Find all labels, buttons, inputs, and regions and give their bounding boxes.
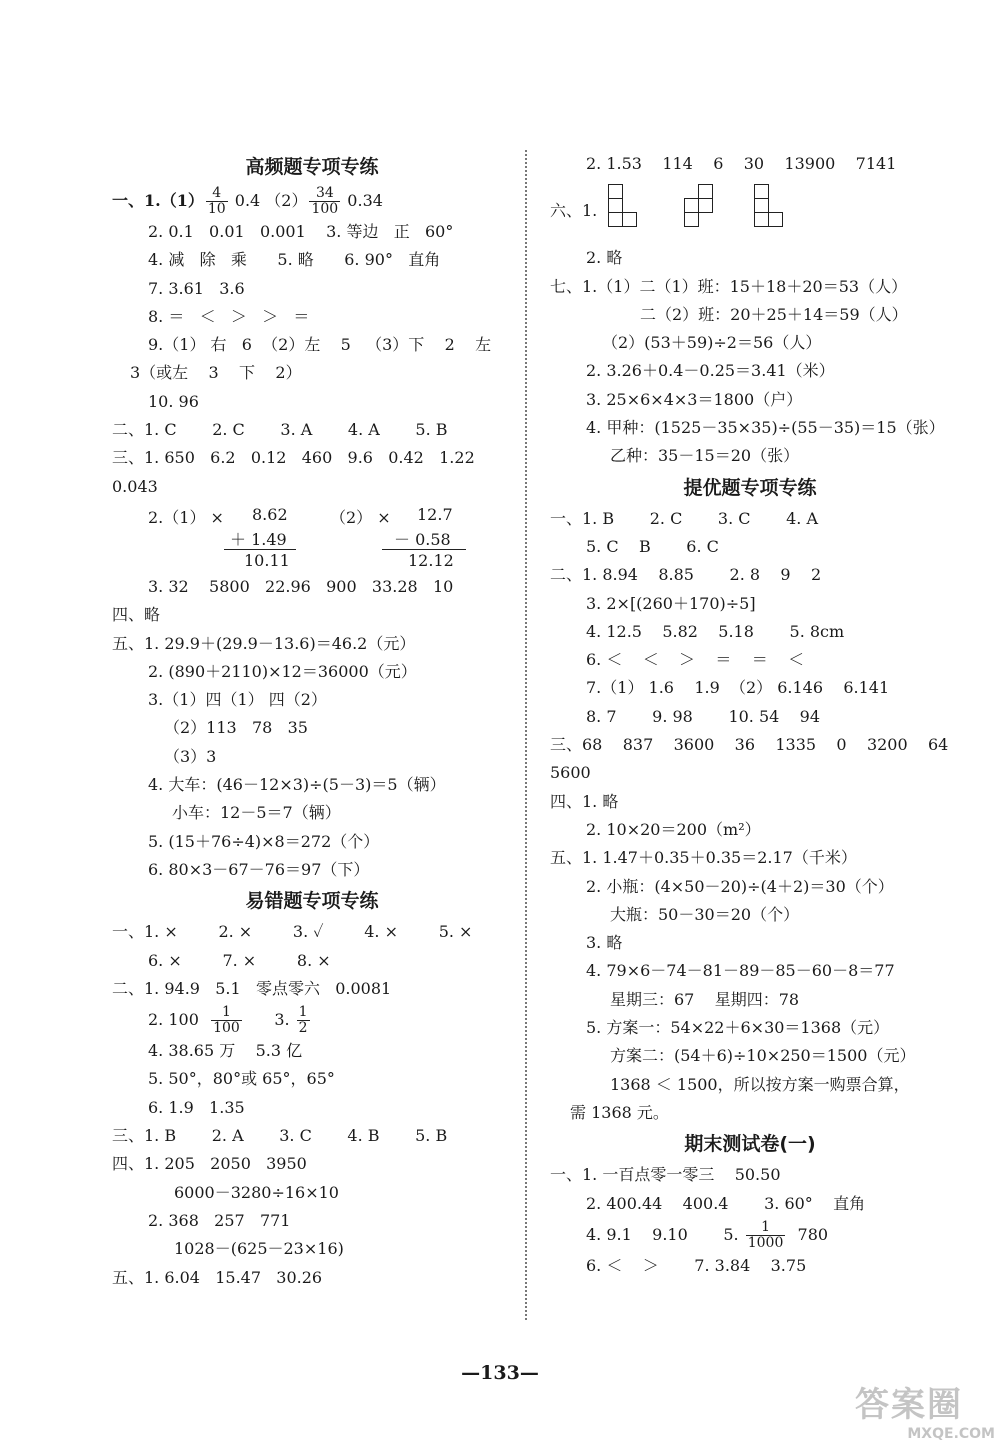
answer-text: 一、1.（1） — [112, 191, 204, 210]
square-cell — [698, 198, 713, 213]
answer-line: 五、1. 29.9＋(29.9－13.6)＝46.2（元） — [112, 633, 416, 653]
answer-line: 6. ＜ ＜ ＞ ＝ ＝ ＜ — [586, 650, 805, 670]
fraction-denominator: 1000 — [747, 1234, 784, 1251]
answer-line: 2. 3.26＋0.4－0.25＝3.41（米） — [586, 361, 835, 381]
section-title-final-exam: 期末测试卷(一) — [684, 1133, 816, 1156]
answer-line: 需 1368 元。 — [570, 1102, 669, 1122]
answer-line: （3）3 — [164, 746, 217, 766]
calc-rule — [382, 549, 466, 550]
answer-line: 6000－3280÷16×10 — [174, 1182, 339, 1202]
right-column — [550, 150, 950, 1280]
answer-line: 2. 1.53 114 6 30 13900 7141 — [586, 154, 897, 173]
answer-line: 四、略 — [112, 605, 161, 625]
watermark-url: MXQE.COM — [907, 1426, 995, 1442]
answer-line: 8. 7 9. 98 10. 54 94 — [586, 706, 821, 726]
calc-result: 10.11 — [244, 550, 290, 570]
section-title-high-frequency: 高频题专项专练 — [245, 156, 379, 178]
square-cell — [768, 212, 783, 227]
page-number: —133— — [461, 1362, 539, 1384]
answer-line: 3.（1）四（1） 四（2） — [148, 690, 327, 710]
answer-line: 2. 10×20＝200（m²） — [586, 819, 761, 839]
calc-operand: 12.7 — [417, 504, 453, 524]
fraction — [206, 186, 228, 217]
answer-line: 6. 80×3－67－76＝97（下） — [148, 859, 370, 879]
section-title-error-prone: 易错题专项专练 — [245, 890, 379, 913]
answer-line: 二、1. 94.9 5.1 零点零六 0.0081 — [112, 978, 392, 998]
calc-operand: － 0.58 — [394, 529, 451, 549]
square-cell — [754, 198, 769, 213]
answer-line: 4. 38.65 万 5.3 亿 — [148, 1041, 303, 1061]
answer-line: 二、1. C 2. C 3. A 4. A 5. B — [112, 420, 448, 440]
answer-line: 3. 2×[(260＋170)÷5] — [586, 593, 756, 613]
fraction-denominator: 100 — [311, 201, 339, 217]
calc-result: 12.12 — [408, 550, 454, 570]
shape-drawings — [550, 178, 950, 244]
fraction — [297, 1005, 310, 1036]
answer-line: 二（2）班：20＋25＋14＝59（人） — [640, 304, 908, 324]
square-cell — [684, 198, 699, 213]
answer-line — [148, 1003, 548, 1037]
answer-line: 小车：12－5＝7（辆） — [172, 803, 341, 823]
answer-line: 0.043 — [112, 476, 158, 496]
answer-line: 四、1. 205 2050 3950 — [112, 1154, 307, 1174]
fraction-denominator: 100 — [213, 1020, 240, 1037]
square-cell — [608, 198, 623, 213]
fraction — [746, 1220, 786, 1251]
answer-line: 3. 25×6×4×3＝1800（户） — [586, 389, 803, 409]
answer-line: 一、1. 一百点零一零三 50.50 — [550, 1165, 781, 1185]
answer-text: 4. 9.1 9.10 5. — [586, 1224, 744, 1244]
answer-line: （2）(53＋59)÷2＝56（人） — [602, 333, 822, 353]
answer-line: 5600 — [550, 763, 591, 783]
watermark-text: 答案圈 — [855, 1385, 963, 1425]
answer-line: 5. (15＋76÷4)×8＝272（个） — [148, 831, 380, 851]
answer-text: 0.4 （2） — [229, 191, 308, 210]
calc-label: 2.（1） × — [148, 507, 224, 527]
answer-line: 三、68 837 3600 36 1335 0 3200 64 — [550, 735, 949, 755]
square-cell — [622, 212, 637, 227]
answer-line: 五、1. 6.04 15.47 30.26 — [112, 1267, 323, 1287]
answer-line: 二、1. 8.94 8.85 2. 8 9 2 — [550, 565, 822, 585]
answer-line: 3（或左 3 下 2） — [130, 363, 302, 383]
vertical-calculation — [112, 501, 512, 573]
fraction-denominator: 2 — [298, 1020, 308, 1037]
fraction-numerator: 1 — [211, 1005, 242, 1021]
answer-line: 5. 方案一：54×22＋6×30＝1368（元） — [586, 1018, 890, 1038]
answer-line: 4. 12.5 5.82 5.18 5. 8cm — [586, 621, 845, 641]
answer-line: 5. 50°，80°或 65°，65° — [148, 1069, 335, 1089]
answer-line: 2. 368 257 771 — [148, 1210, 291, 1230]
column-divider — [525, 150, 527, 1320]
answer-line: 大瓶：50－30＝20（个） — [610, 904, 800, 924]
answer-line: （2）113 78 35 — [164, 718, 308, 738]
answer-line: 四、1. 略 — [550, 791, 619, 811]
fraction — [211, 1005, 242, 1036]
square-cell — [684, 212, 699, 227]
answer-line: 4. 大车：(46－12×3)÷(5－3)＝5（辆） — [148, 775, 446, 795]
answer-line: 星期三：67 星期四：78 — [610, 989, 800, 1009]
answer-line: 10. 96 — [148, 391, 199, 411]
answer-text: 0.34 — [342, 191, 383, 210]
answer-line: 7. 3.61 3.6 — [148, 278, 245, 298]
answer-line: 1028－(625－23×16) — [174, 1239, 344, 1259]
answer-line: 6. × 7. × 8. × — [148, 950, 331, 970]
answer-line: 1368 ＜ 1500，所以按方案一购票合算， — [610, 1074, 910, 1094]
square-cell — [608, 212, 623, 227]
answer-line: 9.（1） 右 6 （2）左 5 （3）下 2 左 — [148, 335, 492, 355]
calc-rule — [224, 549, 296, 550]
fraction-denominator: 10 — [207, 201, 226, 217]
fraction — [309, 186, 340, 217]
answer-line: 3. 32 5800 22.96 900 33.28 10 — [148, 576, 454, 596]
answer-line: 4. 甲种：(1525－35×35)÷(55－35)＝15（张） — [586, 418, 945, 438]
answer-line: 4. 79×6－74－81－89－85－60－8＝77 — [586, 961, 895, 981]
answer-line: 一、1. × 2. × 3. ✓ 4. × 5. × — [112, 922, 473, 942]
square-cell — [698, 184, 713, 199]
answer-text: 2. 100 — [148, 1010, 210, 1030]
answer-line: 4. 减 除 乘 5. 略 6. 90° 直角 — [148, 250, 441, 270]
fraction-numerator: 4 — [206, 186, 228, 202]
answer-line: 2. 小瓶：(4×50－20)÷(4＋2)＝30（个） — [586, 876, 894, 896]
answer-line: 5. C B 6. C — [586, 536, 719, 556]
answer-line: 2. 0.1 0.01 0.001 3. 等边 正 60° — [148, 222, 454, 241]
answer-line: 三、1. 650 6.2 0.12 460 9.6 0.42 1.22 — [112, 448, 475, 468]
square-cell — [754, 212, 769, 227]
answer-line: 8. ＝ ＜ ＞ ＞ ＝ — [148, 306, 310, 326]
section-title-advanced: 提优题专项专练 — [683, 476, 817, 499]
answer-line: 7.（1） 1.6 1.9 （2） 6.146 6.141 — [586, 678, 890, 698]
answer-line — [586, 1218, 986, 1252]
answer-line: 一、1. B 2. C 3. C 4. A — [550, 508, 819, 528]
answer-text: 六、1. — [550, 201, 598, 221]
answer-line — [112, 184, 512, 218]
left-column — [112, 150, 512, 1292]
answer-text: 3. — [243, 1010, 295, 1030]
answer-line: 方案二：(54＋6)÷10×250＝1500（元） — [610, 1046, 916, 1066]
fraction-numerator: 1 — [746, 1220, 786, 1236]
calc-label: （2） × — [330, 507, 391, 527]
answer-line: 五、1. 1.47＋0.35＋0.35＝2.17（千米） — [550, 848, 857, 868]
square-cell — [608, 184, 623, 199]
square-cell — [754, 184, 769, 199]
answer-text: 780 — [787, 1224, 829, 1244]
answer-line: 七、1.（1）二（1）班：15＋18＋20＝53（人） — [550, 276, 908, 296]
watermark-logo — [855, 1385, 995, 1451]
calc-operand: ＋ 1.49 — [230, 529, 287, 549]
answer-line: 2. (890＋2110)×12＝36000（元） — [148, 661, 417, 681]
answer-line: 6. 1.9 1.35 — [148, 1097, 245, 1117]
answer-line: 2. 400.44 400.4 3. 60° 直角 — [586, 1193, 866, 1213]
answer-line: 3. 略 — [586, 933, 623, 953]
answer-line: 2. 略 — [586, 248, 623, 268]
fraction-numerator: 1 — [298, 1004, 308, 1021]
answer-line: 三、1. B 2. A 3. C 4. B 5. B — [112, 1126, 448, 1146]
calc-operand: 8.62 — [252, 504, 288, 524]
answer-line: 乙种：35－15＝20（张） — [610, 446, 800, 466]
answer-line: 6. ＜ ＞ 7. 3.84 3.75 — [586, 1255, 807, 1275]
fraction-numerator: 34 — [309, 186, 340, 202]
